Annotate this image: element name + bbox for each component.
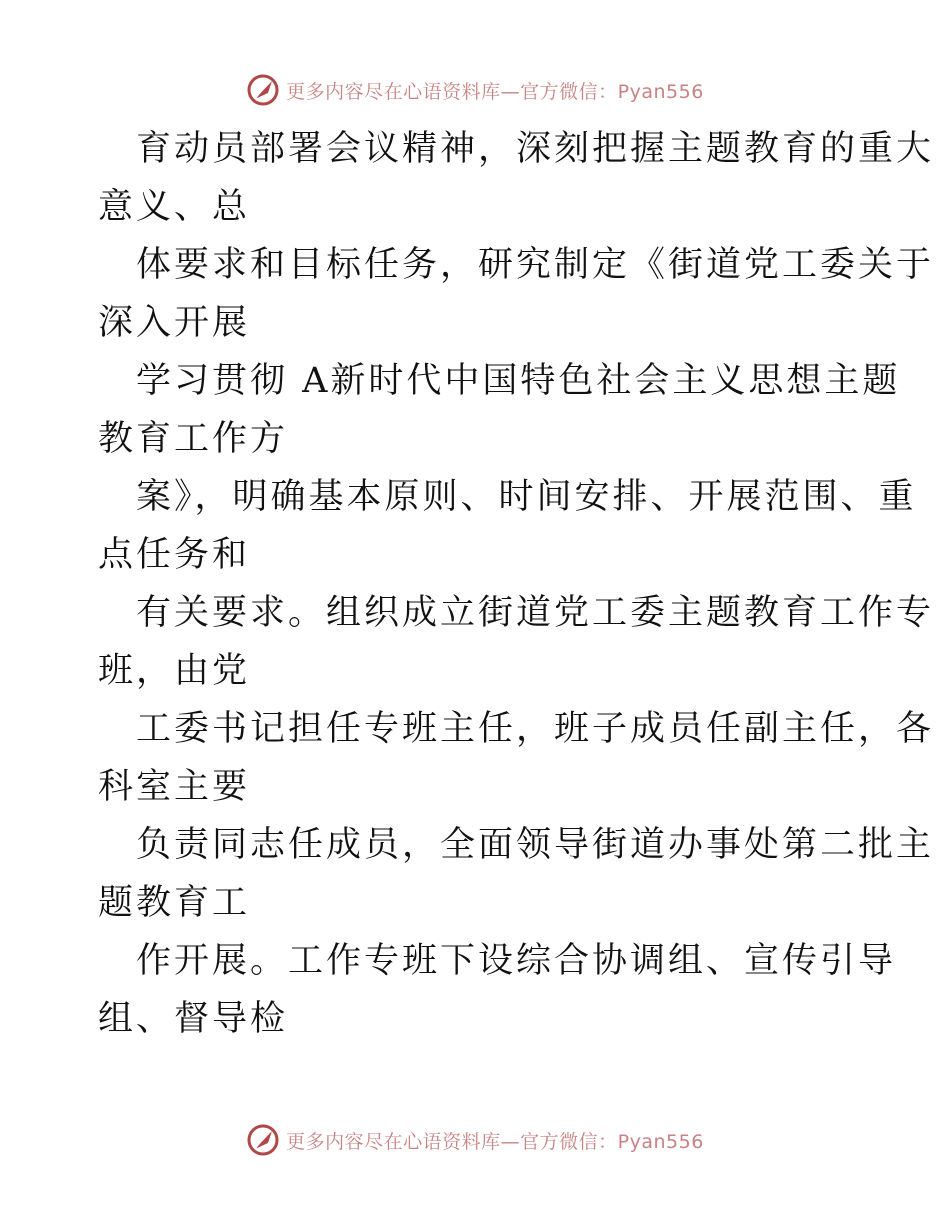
paragraph xyxy=(98,932,897,1048)
paragraph xyxy=(98,468,917,584)
text-line: 育动员部署会议精神，深刻把握主题教育的重大 xyxy=(136,129,935,169)
watermark-text: 更多内容尽在心语资料库—官方微信：Pyan556 xyxy=(286,1130,704,1153)
paragraph xyxy=(98,584,935,700)
text-line: 工委书记担任专班主任，班子成员任副主任，各 xyxy=(136,709,935,749)
text-line: 案》，明确基本原则、时间安排、开展范围、重 xyxy=(136,477,917,517)
document-body xyxy=(98,120,935,1048)
paragraph xyxy=(98,120,935,236)
watermark-text: 更多内容尽在心语资料库—官方微信：Pyan556 xyxy=(286,80,704,103)
text-line: 点任务和 xyxy=(98,535,251,575)
text-line: 组、督导检 xyxy=(98,999,289,1039)
text-line: 负责同志任成员，全面领导街道办事处第二批主 xyxy=(136,825,935,865)
paragraph xyxy=(98,700,935,816)
text-line: 体要求和目标任务，研究制定《街道党工委关于 xyxy=(136,245,935,285)
footer-watermark xyxy=(0,1120,950,1160)
text-line: 有关要求。组织成立街道党工委主题教育工作专 xyxy=(136,593,935,633)
quill-pen-circle-icon xyxy=(246,1123,280,1157)
paragraph xyxy=(98,816,935,932)
quill-pen-circle-icon xyxy=(246,73,280,107)
text-line: 科室主要 xyxy=(98,767,251,807)
header-watermark xyxy=(0,70,950,110)
text-line: 作开展。工作专班下设综合协调组、宣传引导 xyxy=(136,941,897,981)
paragraph xyxy=(98,352,901,468)
text-line: 教育工作方 xyxy=(98,419,289,459)
text-line: 学习贯彻 A新时代中国特色社会主义思想主题 xyxy=(136,361,901,401)
text-line: 题教育工 xyxy=(98,883,251,923)
text-line: 意义、总 xyxy=(98,187,251,227)
text-line: 深入开展 xyxy=(98,303,251,343)
paragraph xyxy=(98,236,935,352)
text-line: 班，由党 xyxy=(98,651,251,691)
